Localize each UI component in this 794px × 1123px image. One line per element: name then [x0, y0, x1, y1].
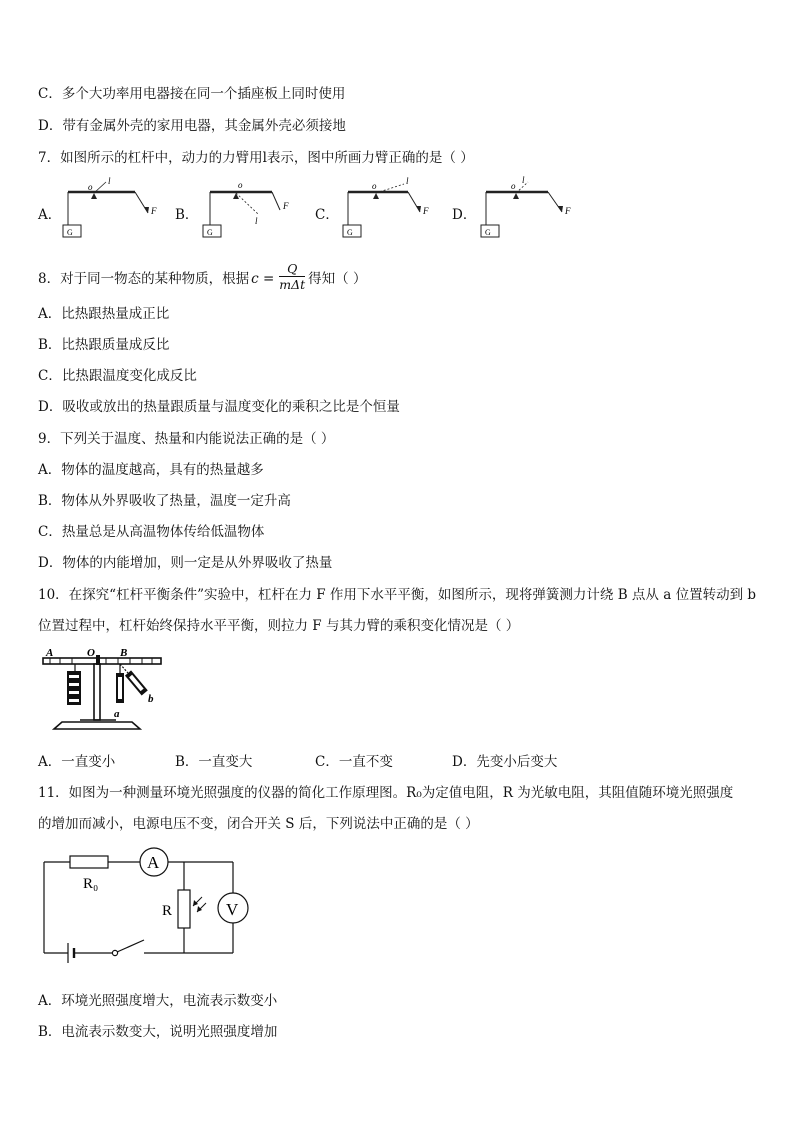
q9-stem: 9．下列关于温度、热量和内能说法正确的是（ ）	[38, 431, 335, 447]
formula-numerator: Q	[279, 261, 305, 277]
q6-option-c: C．多个大功率用电器接在同一个插座板上同时使用	[38, 86, 346, 102]
force-label: F	[283, 201, 289, 211]
q10-option-c: C．一直不变	[315, 754, 393, 770]
formula-fraction	[279, 261, 306, 295]
arm-label: l	[522, 175, 525, 185]
q7-option-a-label: A．	[38, 207, 62, 223]
q8-option-a: A．比热跟热量成正比	[38, 306, 170, 322]
weight-label: G	[485, 228, 491, 237]
formula-lhs: c =	[251, 271, 275, 287]
resistor-r0-label: R₀	[83, 876, 99, 892]
q11-option-a: A．环境光照强度增大，电流表示数变小	[38, 993, 278, 1009]
photoresistor-r-label: R	[162, 903, 173, 919]
q7-option-d-label: D．	[452, 207, 477, 223]
position-a-label: a	[114, 708, 120, 720]
q9-option-b: B．物体从外界吸收了热量，温度一定升高	[38, 493, 291, 509]
q7-stem: 7．如图所示的杠杆中，动力的力臂用l表示，图中所画力臂正确的是（ ）	[38, 150, 474, 166]
ammeter-label: A	[147, 853, 160, 872]
q8-option-c: C．比热跟温度变化成反比	[38, 368, 197, 384]
weight-label: G	[207, 228, 213, 237]
q10-stem-line2: 位置过程中，杠杆始终保持水平平衡，则拉力 F 与其力臂的乘积变化情况是（ ）	[38, 618, 520, 634]
position-b-label: b	[148, 693, 154, 705]
point-a-label: A	[46, 647, 54, 659]
q11-stem-line1: 11．如图为一种测量环境光照强度的仪器的简化工作原理图。R₀为定值电阻，R 为光敏电阻，其阻值随环境光照强度	[38, 785, 734, 801]
force-label: F	[151, 206, 157, 216]
arm-label: l	[255, 216, 258, 226]
q8-stem	[38, 261, 367, 295]
pivot-label: o	[238, 180, 243, 190]
force-label: F	[565, 206, 571, 216]
q7-figure-a	[60, 176, 160, 242]
force-label: F	[423, 206, 429, 216]
arm-label: l	[406, 176, 409, 186]
q9-option-d: D．物体的内能增加，则一定是从外界吸收了热量	[38, 555, 333, 571]
q10-stem-line1: 10．在探究“杠杆平衡条件”实验中，杠杆在力 F 作用下水平平衡，如图所示，现将弹簧测力计绕 B 点从 a 位置转动到 b	[38, 587, 756, 603]
weight-label: G	[67, 228, 73, 237]
weight-label: G	[347, 228, 353, 237]
q7-option-b-label: B．	[175, 207, 199, 223]
q6-option-d: D．带有金属外壳的家用电器，其金属外壳必须接地	[38, 118, 346, 134]
q8-option-b: B．比热跟质量成反比	[38, 337, 170, 353]
q10-option-a: A．一直变小	[38, 754, 116, 770]
voltmeter-label: V	[226, 900, 239, 919]
q7-figure-d	[478, 175, 578, 242]
pivot-label: o	[511, 181, 516, 191]
pivot-label: o	[372, 181, 377, 191]
q11-circuit-diagram	[40, 845, 250, 975]
point-b-label: B	[120, 647, 128, 659]
q9-option-c: C．热量总是从高温物体传给低温物体	[38, 524, 265, 540]
q10-option-d: D．先变小后变大	[452, 754, 558, 770]
q7-figure-c	[340, 176, 440, 242]
q8-stem-suffix: 得知（ ）	[308, 271, 367, 287]
arm-label: l	[108, 176, 111, 186]
pivot-o-label: O	[87, 647, 95, 659]
q7-figure-b	[200, 180, 300, 242]
q11-option-b: B．电流表示数变大，说明光照强度增加	[38, 1024, 278, 1040]
q11-stem-line2: 的增加而减小，电源电压不变，闭合开关 S 后，下列说法中正确的是（ ）	[38, 816, 479, 832]
q8-option-d: D．吸收或放出的热量跟质量与温度变化的乘积之比是个恒量	[38, 399, 400, 415]
q9-option-a: A．物体的温度越高，具有的热量越多	[38, 462, 264, 478]
q10-lever-figure	[40, 645, 165, 735]
pivot-label: o	[88, 182, 93, 192]
q8-stem-prefix: 8．对于同一物态的某种物质，根据	[38, 271, 250, 287]
formula-denominator: mΔt	[279, 277, 306, 292]
q7-option-c-label: C．	[315, 207, 339, 223]
q10-option-b: B．一直变大	[175, 754, 253, 770]
